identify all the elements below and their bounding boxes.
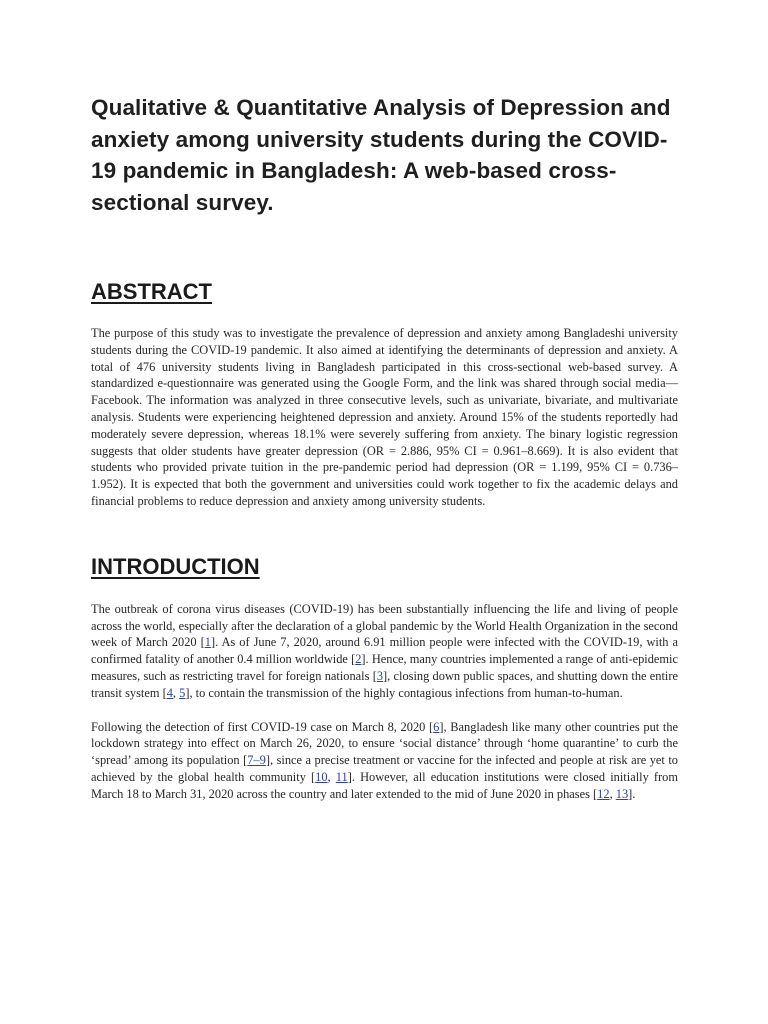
- introduction-paragraph-1: [91, 601, 678, 702]
- paragraph-text: ,: [327, 769, 336, 784]
- abstract-paragraph: The purpose of this study was to investigate the prevalence of depression and anxiety among Bangladeshi university students during the COVID-19 pandemic. It also aimed at identifying the determinants of depression and anxiety. A total of 476 university students living in Bangladesh participated in this cross-sectional web-based survey. A standardized e-questionnaire was generated using the Google Form, and the link was shared through social media—Facebook. The information was analyzed in three consecutive levels, such as univariate, bivariate, and multivariate analysis. Students were experiencing heightened depression and anxiety. Around 15% of the students reportedly had moderately severe depression, whereas 18.1% were severely suffering from anxiety. The binary logistic regression suggests that older students have greater depression (OR = 2.886, 95% CI = 0.961–8.669). It is also evident that students who provided private tuition in the pre-pandemic period had depression (OR = 1.199, 95% CI = 0.736–1.952). It is expected that both the government and universities could work together to fix the academic delays and financial problems to reduce depression and anxiety among university students.: [91, 326, 678, 508]
- citation-link-2[interactable]: 2: [355, 652, 362, 667]
- paragraph-text: ]. As of June 7, 2020, around 6.91 million people were infected with the COVID-19, with a confirmed fatality of another 0.4 million worldwide [: [91, 635, 678, 667]
- citation-link-10[interactable]: 10: [315, 769, 328, 784]
- paragraph-text: ], closing down public spaces, and shutting down the entire transit system [: [91, 668, 678, 700]
- document-page: [91, 92, 678, 803]
- paragraph-text: ,: [609, 786, 616, 801]
- citation-link-5[interactable]: 5: [179, 685, 186, 700]
- paragraph-text: ,: [172, 685, 180, 700]
- introduction-heading: INTRODUCTION: [91, 553, 260, 579]
- document-title: Qualitative & Quantitative Analysis of Depression and anxiety among university students during the COVID-19 pandemic in Bangladesh: A web-based cross-sectional survey.: [91, 95, 671, 215]
- citation-link-13[interactable]: 13: [615, 786, 629, 801]
- citation-link-1[interactable]: 1: [204, 635, 211, 650]
- introduction-paragraph-2: [91, 719, 678, 803]
- citation-link-12[interactable]: 12: [597, 786, 610, 801]
- citation-link-7-9[interactable]: 7–9: [247, 753, 266, 768]
- abstract-heading: ABSTRACT: [91, 279, 212, 304]
- paragraph-text: ]. Hence, many countries implemented a range of anti-epidemic measures, such as restricting travel for foreign nationals [: [91, 652, 678, 683]
- paragraph-text: ]. However, all education institutions were closed initially from March 18 to March 31, 2020 across the country and later extended to the mid of June 2020 in phases [: [91, 769, 678, 801]
- citation-link-6[interactable]: 6: [433, 719, 440, 734]
- citation-link-4[interactable]: 4: [166, 685, 173, 700]
- paragraph-text: ], since a precise treatment or vaccine for the infected and people at risk are yet to achieved by the global health community [: [91, 753, 678, 784]
- paragraph-text: Following the detection of first COVID-19 case on March 8, 2020 [: [91, 719, 434, 734]
- paragraph-text: ].: [628, 786, 636, 801]
- paragraph-text: ], Bangladesh like many other countries put the lockdown strategy into effect on March 26, 2020, to ensure ‘social distance’ through ‘home quarantine’ to curb the ‘spread’ among its population [: [91, 719, 679, 768]
- paragraph-text: ], to contain the transmission of the highly contagious infections from human-to-human.: [185, 685, 623, 700]
- paragraph-text: The outbreak of corona virus diseases (COVID-19) has been substantially influencing the life and living of people across the world, especially after the declaration of a global pandemic by the World Health Organization in the second week of March 2020 [: [91, 601, 678, 650]
- citation-link-3[interactable]: 3: [376, 668, 384, 683]
- citation-link-11[interactable]: 11: [335, 769, 348, 784]
